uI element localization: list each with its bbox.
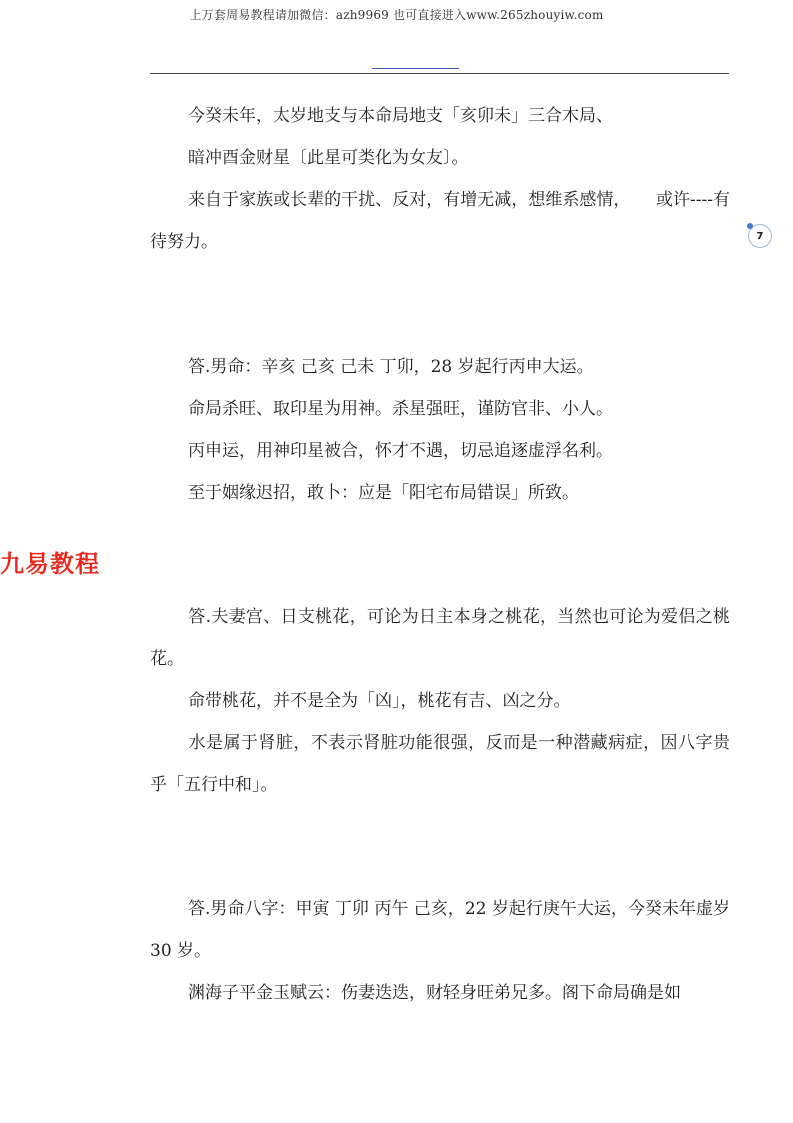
header-note: 上万套周易教程请加微信：azh9969 也可直接进入www.265zhouyiw.com [189, 8, 604, 22]
paragraph: 答.夫妻宫、日支桃花，可论为日主本身之桃花，当然也可论为爱侣之桃花。 [150, 607, 730, 669]
paragraph: 今癸未年，太岁地支与本命局地支「亥卯未」三合木局、 [188, 106, 613, 126]
badge-dot-icon [747, 223, 753, 229]
paragraph: 渊海子平金玉赋云：伤妻迭迭，财轻身旺弟兄多。阁下命局确是如 [188, 983, 681, 1003]
paragraph: 答.男命：辛亥 己亥 己未 丁卯，28 岁起行丙申大运。 [188, 357, 594, 377]
paragraph: 命带桃花，并不是全为「凶」，桃花有吉、凶之分。 [188, 691, 571, 711]
header-accent-line [372, 68, 459, 69]
paragraph: 水是属于肾脏，不表示肾脏功能很强，反而是一种潜藏病症，因八字贵乎「五行中和」。 [150, 733, 730, 795]
paragraph: 答.男命八字：甲寅 丁卯 丙午 己亥，22 岁起行庚午大运，今癸未年虚岁 30 岁。 [150, 899, 730, 961]
paragraph: 命局杀旺、取印星为用神。杀星强旺，谨防官非、小人。 [188, 399, 613, 419]
paragraph: 至于姻缘迟招，敢卜：应是「阳宅布局错误」所致。 [188, 483, 579, 503]
page-number-badge[interactable] [748, 224, 772, 248]
paragraph: 丙申运，用神印星被合，怀才不遇，切忌追逐虚浮名利。 [188, 441, 613, 461]
watermark-logo: 九易教程 [0, 550, 100, 578]
header-rule [150, 73, 729, 74]
paragraph: 来自于家族或长辈的干扰、反对，有增无减，想维系感情， 或许----有待努力。 [150, 190, 730, 252]
paragraph: 暗冲酉金财星〔此星可类化为女友〕。 [188, 148, 469, 168]
page-number: 7 [756, 230, 764, 242]
